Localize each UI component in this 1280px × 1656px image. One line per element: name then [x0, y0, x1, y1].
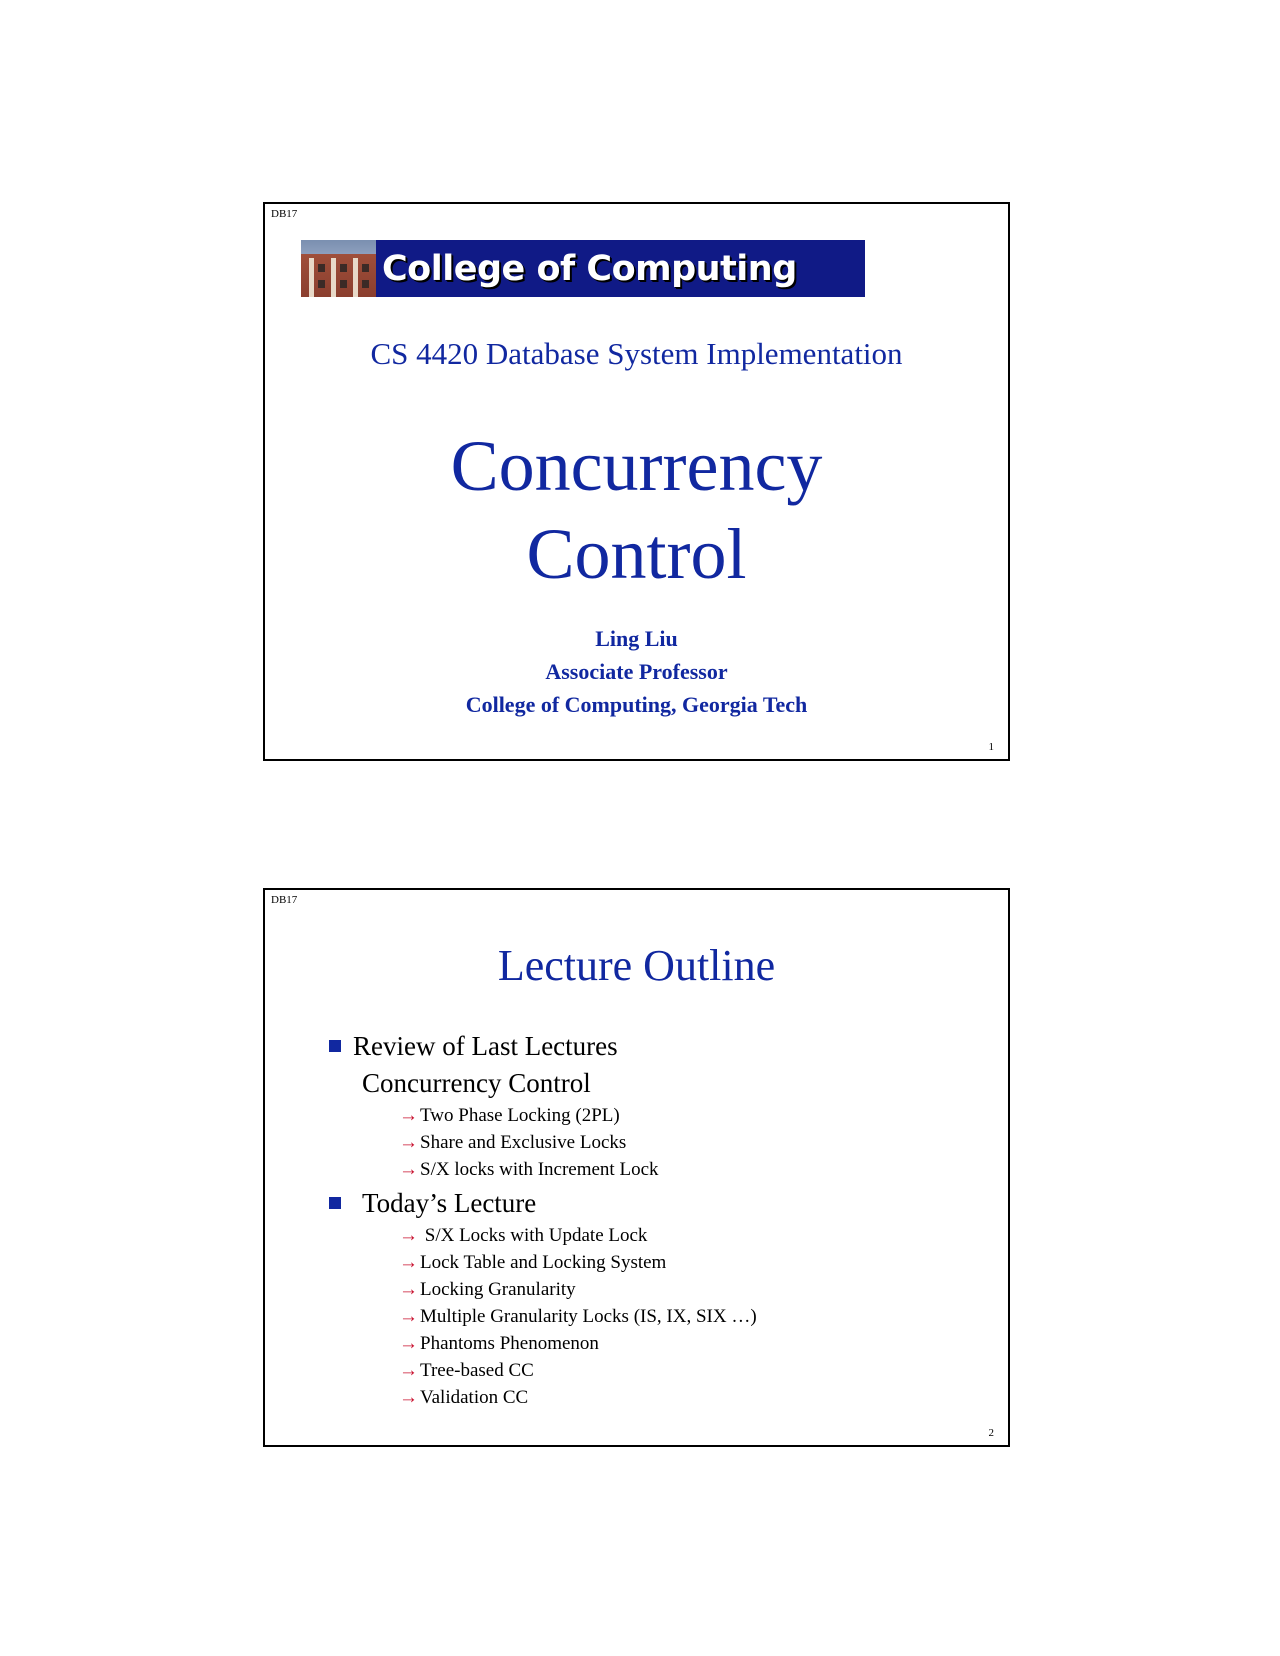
outline-item	[329, 1357, 969, 1384]
outline-item-text: Two Phase Locking (2PL)	[420, 1105, 620, 1126]
arrow-right-icon: →	[399, 1225, 418, 1246]
outline-item	[329, 1102, 969, 1129]
outline-item-text: Lock Table and Locking System	[420, 1252, 667, 1273]
outline-item	[329, 1156, 969, 1183]
outline-bullet	[329, 1028, 969, 1065]
outline-item	[329, 1303, 969, 1330]
outline-list	[329, 1028, 969, 1411]
arrow-right-icon: →	[399, 1105, 418, 1126]
arrow-right-icon: →	[399, 1279, 418, 1300]
outline-item	[329, 1330, 969, 1357]
arrow-right-icon: →	[399, 1159, 418, 1180]
college-banner	[301, 240, 865, 297]
outline-bullet	[329, 1185, 969, 1222]
outline-item	[329, 1384, 969, 1411]
outline-item-text: Multiple Granularity Locks (IS, IX, SIX …)	[420, 1306, 757, 1327]
page-number: 2	[988, 1427, 994, 1439]
lecture-title	[265, 422, 1008, 598]
outline-item-text: Phantoms Phenomenon	[420, 1333, 599, 1354]
outline-item-text: Validation CC	[420, 1387, 529, 1408]
bullet-text: Today’s Lecture	[362, 1188, 537, 1218]
outline-item	[329, 1129, 969, 1156]
outline-item-text: S/X locks with Increment Lock	[420, 1159, 659, 1180]
banner-title: College of Computing	[382, 248, 797, 289]
arrow-right-icon: →	[399, 1333, 418, 1354]
slide-tag: DB17	[271, 208, 298, 220]
outline-title: Lecture Outline	[497, 941, 776, 990]
arrow-right-icon: →	[399, 1132, 418, 1153]
course-title: CS 4420 Database System Implementation	[370, 336, 903, 371]
lecture-title-line-1: Concurrency	[450, 426, 823, 506]
outline-item	[329, 1249, 969, 1276]
lecture-title-line-2: Control	[526, 514, 747, 594]
outline-item-text: Locking Granularity	[420, 1279, 576, 1300]
building-photo	[301, 240, 376, 297]
square-bullet-icon	[329, 1197, 341, 1209]
arrow-right-icon: →	[399, 1360, 418, 1381]
bullet-text: Review of Last Lectures	[353, 1031, 618, 1061]
author-name: Ling Liu	[595, 626, 678, 651]
outline-subheading: Concurrency Control	[362, 1068, 591, 1098]
author-block	[265, 622, 1008, 721]
slide-1	[263, 202, 1010, 761]
slide-tag: DB17	[271, 894, 298, 906]
author-title: Associate Professor	[545, 659, 728, 684]
outline-item-text: Share and Exclusive Locks	[420, 1132, 627, 1153]
arrow-right-icon: →	[399, 1252, 418, 1273]
outline-item	[329, 1276, 969, 1303]
slide-2	[263, 888, 1010, 1447]
outline-item-text: Tree-based CC	[420, 1360, 534, 1381]
author-affiliation: College of Computing, Georgia Tech	[465, 692, 808, 717]
page-number: 1	[988, 741, 994, 753]
square-bullet-icon	[329, 1040, 341, 1052]
outline-item	[329, 1222, 969, 1249]
arrow-right-icon: →	[399, 1387, 418, 1408]
arrow-right-icon: →	[399, 1306, 418, 1327]
outline-item-text: S/X Locks with Update Lock	[420, 1225, 648, 1246]
